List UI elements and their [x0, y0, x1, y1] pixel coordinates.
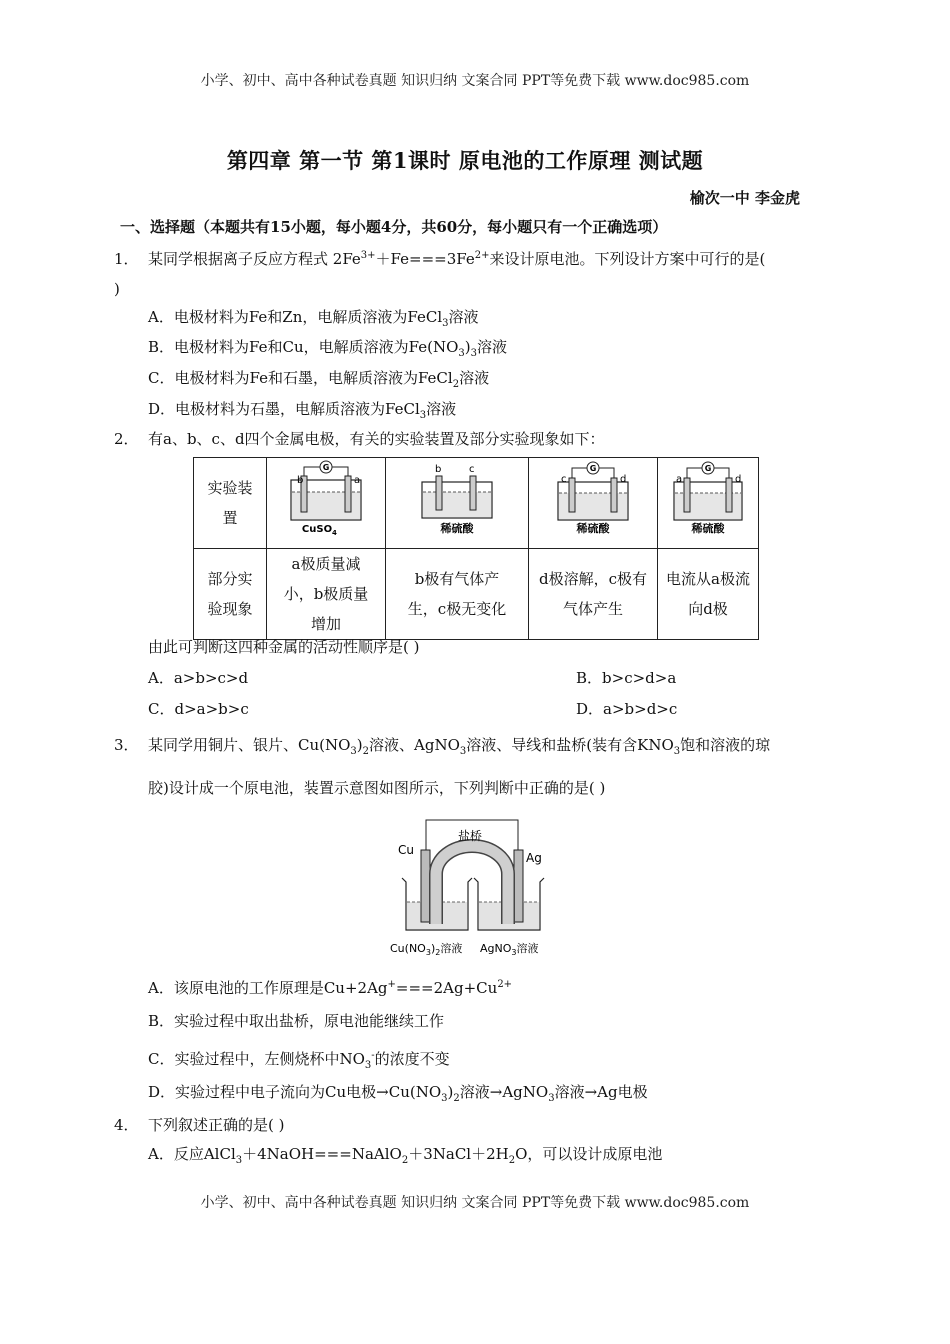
observation-2: b极有气体产生，c极无变化	[386, 549, 529, 640]
q1-option-d: D．电极材料为石墨，电解质溶液为FeCl$_3$溶液	[148, 400, 457, 421]
section-heading: 一、选择题（本题共有15小题，每小题4分，共60分，每小题只有一个正确选项）	[120, 218, 668, 236]
left-solution-label: $Cu(NO_3)_2$溶液	[390, 942, 463, 957]
galvanometer-label: G	[322, 463, 330, 472]
row-label-observation: 部分实验现象	[194, 549, 267, 640]
row-label-apparatus: 实验装置	[194, 458, 267, 549]
observation-3: d极溶解，c极有气体产生	[529, 549, 658, 640]
question-number: 4．	[114, 1116, 139, 1134]
author: 榆次一中 李金虎	[689, 189, 800, 207]
apparatus-3	[529, 458, 658, 549]
q4-option-a: A．反应$AlCl_3+4NaOH===NaAlO_2+3NaCl+2H_2O$，可以设计成原电池	[148, 1145, 663, 1166]
electrode-label-right: d	[620, 474, 627, 485]
q1-option-c: C．电极材料为Fe和石墨，电解质溶液为FeCl$_2$溶液	[148, 369, 490, 390]
q1-option-a: A．电极材料为Fe和Zn，电解质溶液为FeCl$_3$溶液	[148, 308, 479, 329]
question-number: 1．	[114, 250, 139, 268]
q2-option-c: C．d>a>b>c	[148, 700, 249, 718]
electrode-label-left: b	[297, 475, 304, 486]
question-number: 3．	[114, 736, 139, 754]
electrode-label-right: a	[354, 475, 361, 486]
apparatus-4	[658, 458, 759, 549]
page-header: 小学、初中、高中各种试卷真题 知识归纳 文案合同 PPT等免费下载 www.doc985.com	[200, 73, 750, 89]
question-4-stem: 4． 下列叙述正确的是( )	[114, 1110, 834, 1140]
electrode-label-left: c	[561, 474, 567, 485]
question-2-stem: 2． 有a、b、c、d四个金属电极，有关的实验装置及部分实验现象如下：	[114, 424, 834, 454]
question-1-stem: 1． 某同学根据离子反应方程式 $2Fe^{3+}+Fe===3Fe^{2+}$来设计原电池。下列设计方案中可行的是( )	[114, 241, 834, 304]
ag-electrode-label: Ag	[526, 851, 542, 865]
q3-option-d: D．实验过程中电子流向为Cu电极$\to Cu(NO_3)_2$溶液→AgNO$_3$溶液→Ag电极	[148, 1083, 648, 1104]
right-solution-label: AgNO$_3$溶液	[480, 942, 539, 957]
electrode-label-right: c	[469, 464, 475, 475]
observation-4: 电流从a极流向d极	[658, 549, 759, 640]
solution-label: 稀硫酸	[576, 522, 610, 535]
electrode-label-left: b	[435, 464, 442, 475]
q2-option-d: D．a>b>d>c	[576, 700, 678, 718]
q2-option-b: B．b>c>d>a	[576, 669, 677, 687]
solution-label: 稀硫酸	[440, 522, 474, 535]
solution-label: CuSO	[301, 524, 333, 535]
electrode-label-left: a	[676, 474, 683, 485]
q3-option-a: A．该原电池的工作原理是$Cu+2Ag^+===2Ag+Cu^{2+}$	[148, 979, 513, 997]
apparatus-2	[386, 458, 529, 549]
q2-conclusion: 由此可判断这四种金属的活动性顺序是( )	[148, 638, 420, 656]
svg-text:4: 4	[332, 529, 337, 537]
observation-1: a极质量减小，b极质量增加	[267, 549, 386, 640]
page-footer: 小学、初中、高中各种试卷真题 知识归纳 文案合同 PPT等免费下载 www.doc985.com	[200, 1195, 750, 1211]
salt-bridge-label: 盐桥	[458, 829, 483, 843]
cu-electrode-label: Cu	[398, 843, 414, 857]
question-3-stem: 3． 某同学用铜片、银片、$Cu(NO_3)_2$溶液、AgNO$_3$溶液、导线和盐桥(装有含$KNO_3$饱和溶液的琼 胶)设计成一个原电池，装置示意图如图所示，下列判断中正确的是( )	[114, 727, 834, 806]
apparatus-1	[267, 458, 386, 549]
galvanometer-label: G	[589, 464, 597, 473]
question-number: 2．	[114, 430, 139, 448]
q3-option-b: B．实验过程中取出盐桥，原电池能继续工作	[148, 1012, 445, 1030]
q1-option-b: B．电极材料为Fe和Cu，电解质溶液为$Fe(NO_3)_3$溶液	[148, 338, 507, 359]
q2-option-a: A．a>b>c>d	[148, 669, 249, 687]
experiment-table	[193, 457, 759, 640]
solution-label: 稀硫酸	[691, 522, 725, 535]
salt-bridge-diagram	[388, 812, 558, 960]
page-title: 第四章 第一节 第1课时 原电池的工作原理 测试题	[226, 148, 704, 173]
q3-option-c: C．实验过程中，左侧烧杯中$NO_3^-$的浓度不变	[148, 1050, 450, 1071]
electrode-label-right: d	[735, 474, 742, 485]
galvanometer-label: G	[704, 464, 712, 473]
